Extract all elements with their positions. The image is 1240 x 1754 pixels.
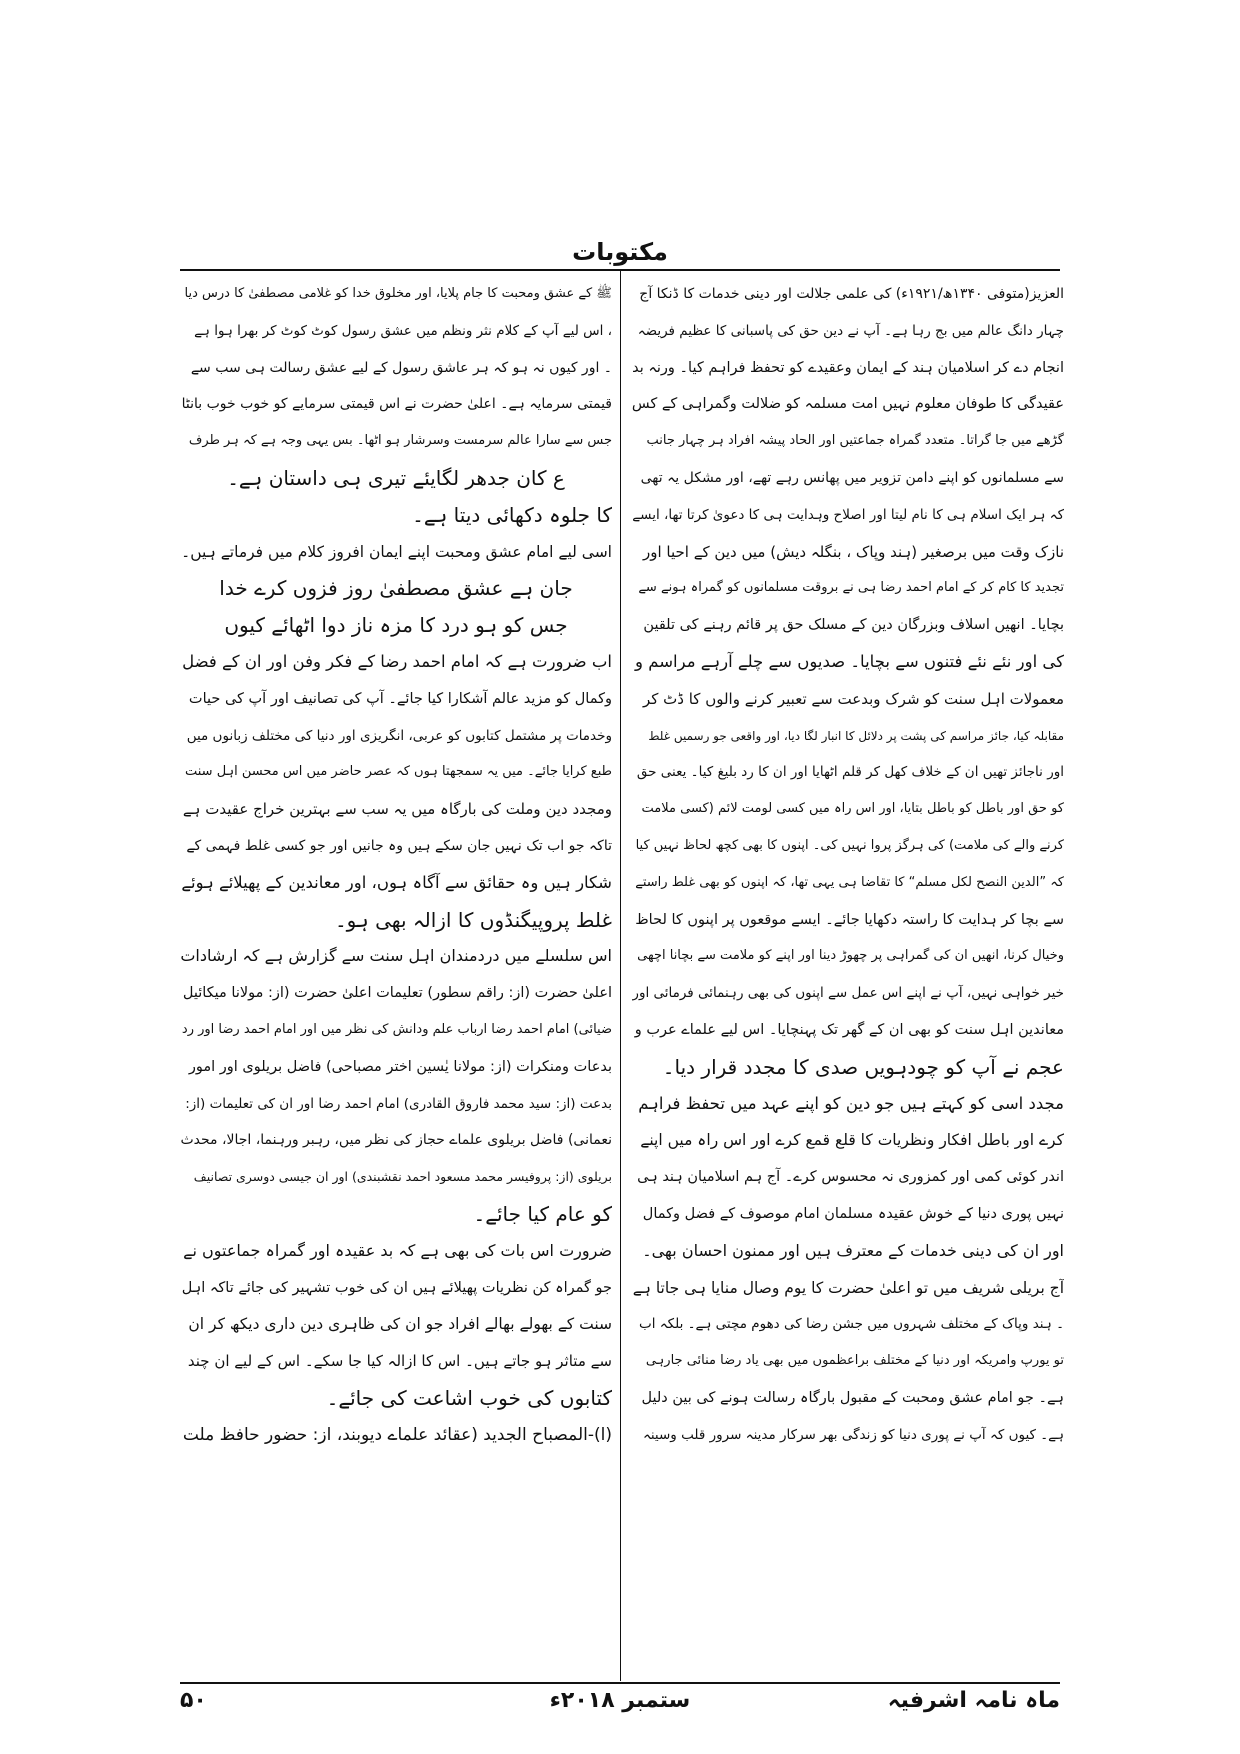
text-line: سے متاثر ہو جاتے ہیں۔ اس کا ازالہ کیا جا سکے۔ اس کے لیے ان چند (187, 1352, 612, 1371)
text-line: العزیز(متوفی ۱۳۴۰ھ/۱۹۲۱ء) کی علمی جلالت اور دینی خدمات کا ڈنکا آج (639, 286, 1064, 302)
text-line: ومجدد دین وملت کی بارگاہ میں یہ سب سے بہترین خراج عقیدت ہے (182, 800, 612, 819)
footer-rule (180, 1682, 1060, 1684)
text-line: ہے۔ جو امام عشق ومحبت کے مقبول بارگاہ رسالت ہونے کی بین دلیل (641, 1389, 1064, 1406)
page-header-title: مکتوبات (572, 238, 668, 266)
text-line: ۔ اور کیوں نہ ہو کہ ہر عاشق رسول کے لیے عشق رسالت ہی سب سے (190, 359, 612, 376)
text-line: عجم نے آپ کو چودہویں صدی کا مجدد قرار دیا۔ (662, 1054, 1064, 1079)
text-line: وکمال کو مزید عالم آشکارا کیا جائے۔ آپ کی تصانیف اور آپ کی حیات (188, 690, 612, 707)
text-line: چہار دانگ عالم میں بج رہا ہے۔ آپ نے دین حق کی پاسبانی کا عظیم فریضہ (637, 322, 1064, 339)
text-line: عقیدگی کا طوفان معلوم نہیں امت مسلمہ کو ضلالت وگمراہی کے کس (632, 396, 1064, 413)
text-line: تجدید کا کام کر کے امام احمد رضا ہی نے بروقت مسلمانوں کو گمراہ ہونے سے (638, 580, 1064, 596)
text-line: جو گمراہ کن نظریات پھیلائے ہیں ان کی خوب تشہیر کی جائے تاکہ اہل (181, 1279, 612, 1296)
text-line: اور ناجائز تھیں ان کے خلاف کھل کر قلم اٹھایا اور ان کا رد بلیغ کیا۔ یعنی حق (636, 764, 1064, 781)
text-line: اندر کوئی کمی اور کمزوری نہ محسوس کرے۔ آج ہم اسلامیان ہند ہی (637, 1169, 1064, 1186)
text-line: کرنے والے کی ملامت) کی ہرگز پروا نہیں کی۔ اپنوں کا بھی کچھ لحاظ نہیں کیا (635, 837, 1064, 853)
text-line: جس کو ہو درد کا مزہ ناز دوا اٹھائے کیوں (224, 613, 568, 638)
text-line: اعلیٰ حضرت (از: راقم سطور) تعلیمات اعلیٰ حضرت (از: مولانا میکائیل (182, 985, 612, 1002)
left-text-column (180, 276, 612, 1676)
text-line: کا جلوہ دکھائی دیتا ہے۔ (412, 502, 612, 527)
text-line: ع کان جدھر لگایئے تیری ہی داستان ہے۔ (227, 465, 565, 490)
text-line: کرے اور باطل افکار ونظریات کا قلع قمع کرے اور اس راہ میں اپنے (640, 1131, 1064, 1150)
text-line: بدعات ومنکرات (از: مولانا یٰسین اختر مصباحی) فاضل بریلوی اور امور (188, 1058, 612, 1075)
text-line: جس سے سارا عالم سرمست وسرشار ہو اٹھا۔ بس یہی وجہ ہے کہ ہر طرف (188, 433, 612, 449)
text-line: طبع کرایا جائے۔ میں یہ سمجھتا ہوں کہ عصر حاضر میں اس محسن اہل سنت (184, 764, 612, 780)
page-footer (180, 1688, 1060, 1724)
text-line: نازک وقت میں برصغیر (ہند وپاک ، بنگلہ دیش) میں دین کے احیا اور (643, 542, 1064, 561)
text-line: ضیائی) امام احمد رضا ارباب علم ودانش کی نظر میں اور امام احمد رضا اور رد (181, 1021, 612, 1037)
text-line: وخدمات پر مشتمل کتابوں کو عربی، انگریزی اور دنیا کی مختلف زبانوں میں (186, 727, 612, 744)
text-line: سنت کے بھولے بھالے افراد جو ان کی ظاہری دین داری دیکھ کر ان (188, 1315, 612, 1334)
text-line: کی اور نئے نئے فتنوں سے بچایا۔ صدیوں سے چلے آرہے مراسم و (635, 651, 1064, 671)
text-line: بچایا۔ انھیں اسلاف وبزرگان دین کے مسلک حق پر قائم رہنے کی تلقین (643, 617, 1064, 634)
text-line: بریلوی (از: پروفیسر محمد مسعود احمد نقشبندی) اور ان جیسی دوسری تصانیف (193, 1169, 612, 1185)
text-line: شکار ہیں وہ حقائق سے آگاہ ہوں، اور معاندین کے پھیلائے ہوئے (181, 872, 612, 892)
text-line: اور ان کی دینی خدمات کے معترف ہیں اور ممنون احسان بھی۔ (642, 1240, 1064, 1260)
footer-date: ستمبر ۲۰۱۸ء (549, 1688, 691, 1713)
text-line: اب ضرورت ہے کہ امام احمد رضا کے فکر وفن اور ان کے فضل (182, 651, 612, 671)
text-line: اسی لیے امام عشق ومحبت اپنے ایمان افروز کلام میں فرماتے ہیں۔ (181, 542, 612, 561)
text-line: ، اس لیے آپ کے کلام نثر ونظم میں عشق رسول کوٹ کوٹ کر بھرا ہوا ہے (194, 322, 612, 339)
footer-magazine-name: ماہ نامہ اشرفیہ (887, 1688, 1060, 1713)
text-line: خیر خواہی نہیں، آپ نے اپنے اس عمل سے اپنوں کی بھی رہنمائی فرمائی اور (632, 985, 1064, 1002)
text-line: جان ہے عشق مصطفیٰ روز فزوں کرے خدا (219, 576, 573, 601)
text-line: بدعت (از: سید محمد فاروق القادری) امام احمد رضا اور ان کی تعلیمات (از: (185, 1095, 612, 1112)
text-line: مجدد اسی کو کہتے ہیں جو دین کو اپنے عہد میں تحفظ فراہم (638, 1093, 1064, 1113)
text-line: کہ ہر ایک اسلام ہی کا نام لیتا اور اصلاح وہدایت ہی کا دعویٰ کرتا تھا، ایسے (632, 506, 1064, 523)
text-line: نہیں پوری دنیا کے خوش عقیدہ مسلمان امام موصوف کے فضل وکمال (642, 1205, 1064, 1222)
text-line: ہے۔ کیوں کہ آپ نے پوری دنیا کو زندگی بھر سرکار مدینہ سرور قلب وسینہ (642, 1426, 1064, 1443)
text-line: گڑھے میں جا گراتا۔ متعدد گمراہ جماعتیں اور الحاد پیشہ افراد ہر چہار جانب (646, 433, 1064, 449)
text-line: انجام دے کر اسلامیان ہند کے ایمان وعقیدے کو تحفظ فراہم کیا۔ ورنہ بد (632, 359, 1064, 376)
text-line: سے بچا کر ہدایت کا راستہ دکھایا جائے۔ ایسے موقعوں پر اپنوں کا لحاظ (635, 911, 1064, 928)
right-text-column (632, 276, 1064, 1676)
text-line: کہ ”الدین النصح لکل مسلم“ کا تقاضا ہی یہی تھا، کہ اپنوں کو بھی غلط راستے (635, 874, 1064, 890)
text-line: مقابلہ کیا، جائز مراسم کی پشت پر دلائل کا انبار لگا دیا، اور واقعی جو رسمیں غلط (648, 728, 1064, 743)
text-line: قیمتی سرمایہ ہے۔ اعلیٰ حضرت نے اس قیمتی سرمایے کو خوب خوب بانٹا (181, 396, 612, 413)
text-line: ۔ ہند وپاک کے مختلف شہروں میں جشن رضا کی دھوم مچتی ہے۔ بلکہ اب (639, 1316, 1064, 1333)
text-line: سے مسلمانوں کو اپنے دامن تزویر میں پھانس رہے تھے، اور مشکل یہ تھی (640, 469, 1064, 486)
text-line: معاندین اہل سنت کو بھی ان کے گھر تک پہنچایا۔ اس لیے علماے عرب و (634, 1021, 1064, 1038)
text-line: ﷺ کے عشق ومحبت کا جام پلایا، اور مخلوق خدا کو غلامی مصطفیٰ کا درس دیا (184, 286, 612, 301)
text-line: ضرورت اس بات کی بھی ہے کہ بد عقیدہ اور گمراہ جماعتوں نے (183, 1240, 612, 1260)
text-line: (ا)-المصباح الجدید (عقائد علماے دیوبند، از: حضور حافظ ملت (182, 1424, 612, 1445)
column-divider (620, 271, 621, 1681)
text-line: معمولات اہل سنت کو شرک وبدعت سے تعبیر کرنے والوں کا ڈٹ کر (642, 689, 1064, 708)
text-line: نعمانی) فاضل بریلوی علماے حجاز کی نظر میں، رہبر ورہنما، اجالا، محدث (180, 1132, 612, 1149)
text-line: وخیال کرنا، انھیں ان کی گمراہی پر چھوڑ دینا اور اپنے کو ملامت سے بچانا اچھی (637, 948, 1064, 964)
text-line: کتابوں کی خوب اشاعت کی جائے۔ (326, 1385, 612, 1410)
text-line: تو یورپ وامریکہ اور دنیا کے مختلف براعظموں میں بھی یاد رضا منائی جارہی (645, 1353, 1064, 1369)
text-line: غلط پروپیگنڈوں کا ازالہ بھی ہو۔ (334, 907, 612, 932)
footer-page-number: ۵۰ (180, 1688, 207, 1713)
text-line: کو عام کیا جائے۔ (473, 1201, 612, 1226)
text-line: آج بریلی شریف میں تو اعلیٰ حضرت کا یوم وصال منایا ہی جاتا ہے (632, 1278, 1064, 1297)
text-line: کو حق اور باطل کو باطل بتایا، اور اس راہ میں کسی لومت لائم (کسی ملامت (641, 801, 1064, 817)
text-line: تاکہ جو اب تک نہیں جان سکے ہیں وہ جانیں اور جو کسی غلط فہمی کے (186, 837, 612, 854)
text-line: اس سلسلے میں دردمندان اہل سنت سے گزارش ہے کہ ارشادات (180, 946, 612, 966)
